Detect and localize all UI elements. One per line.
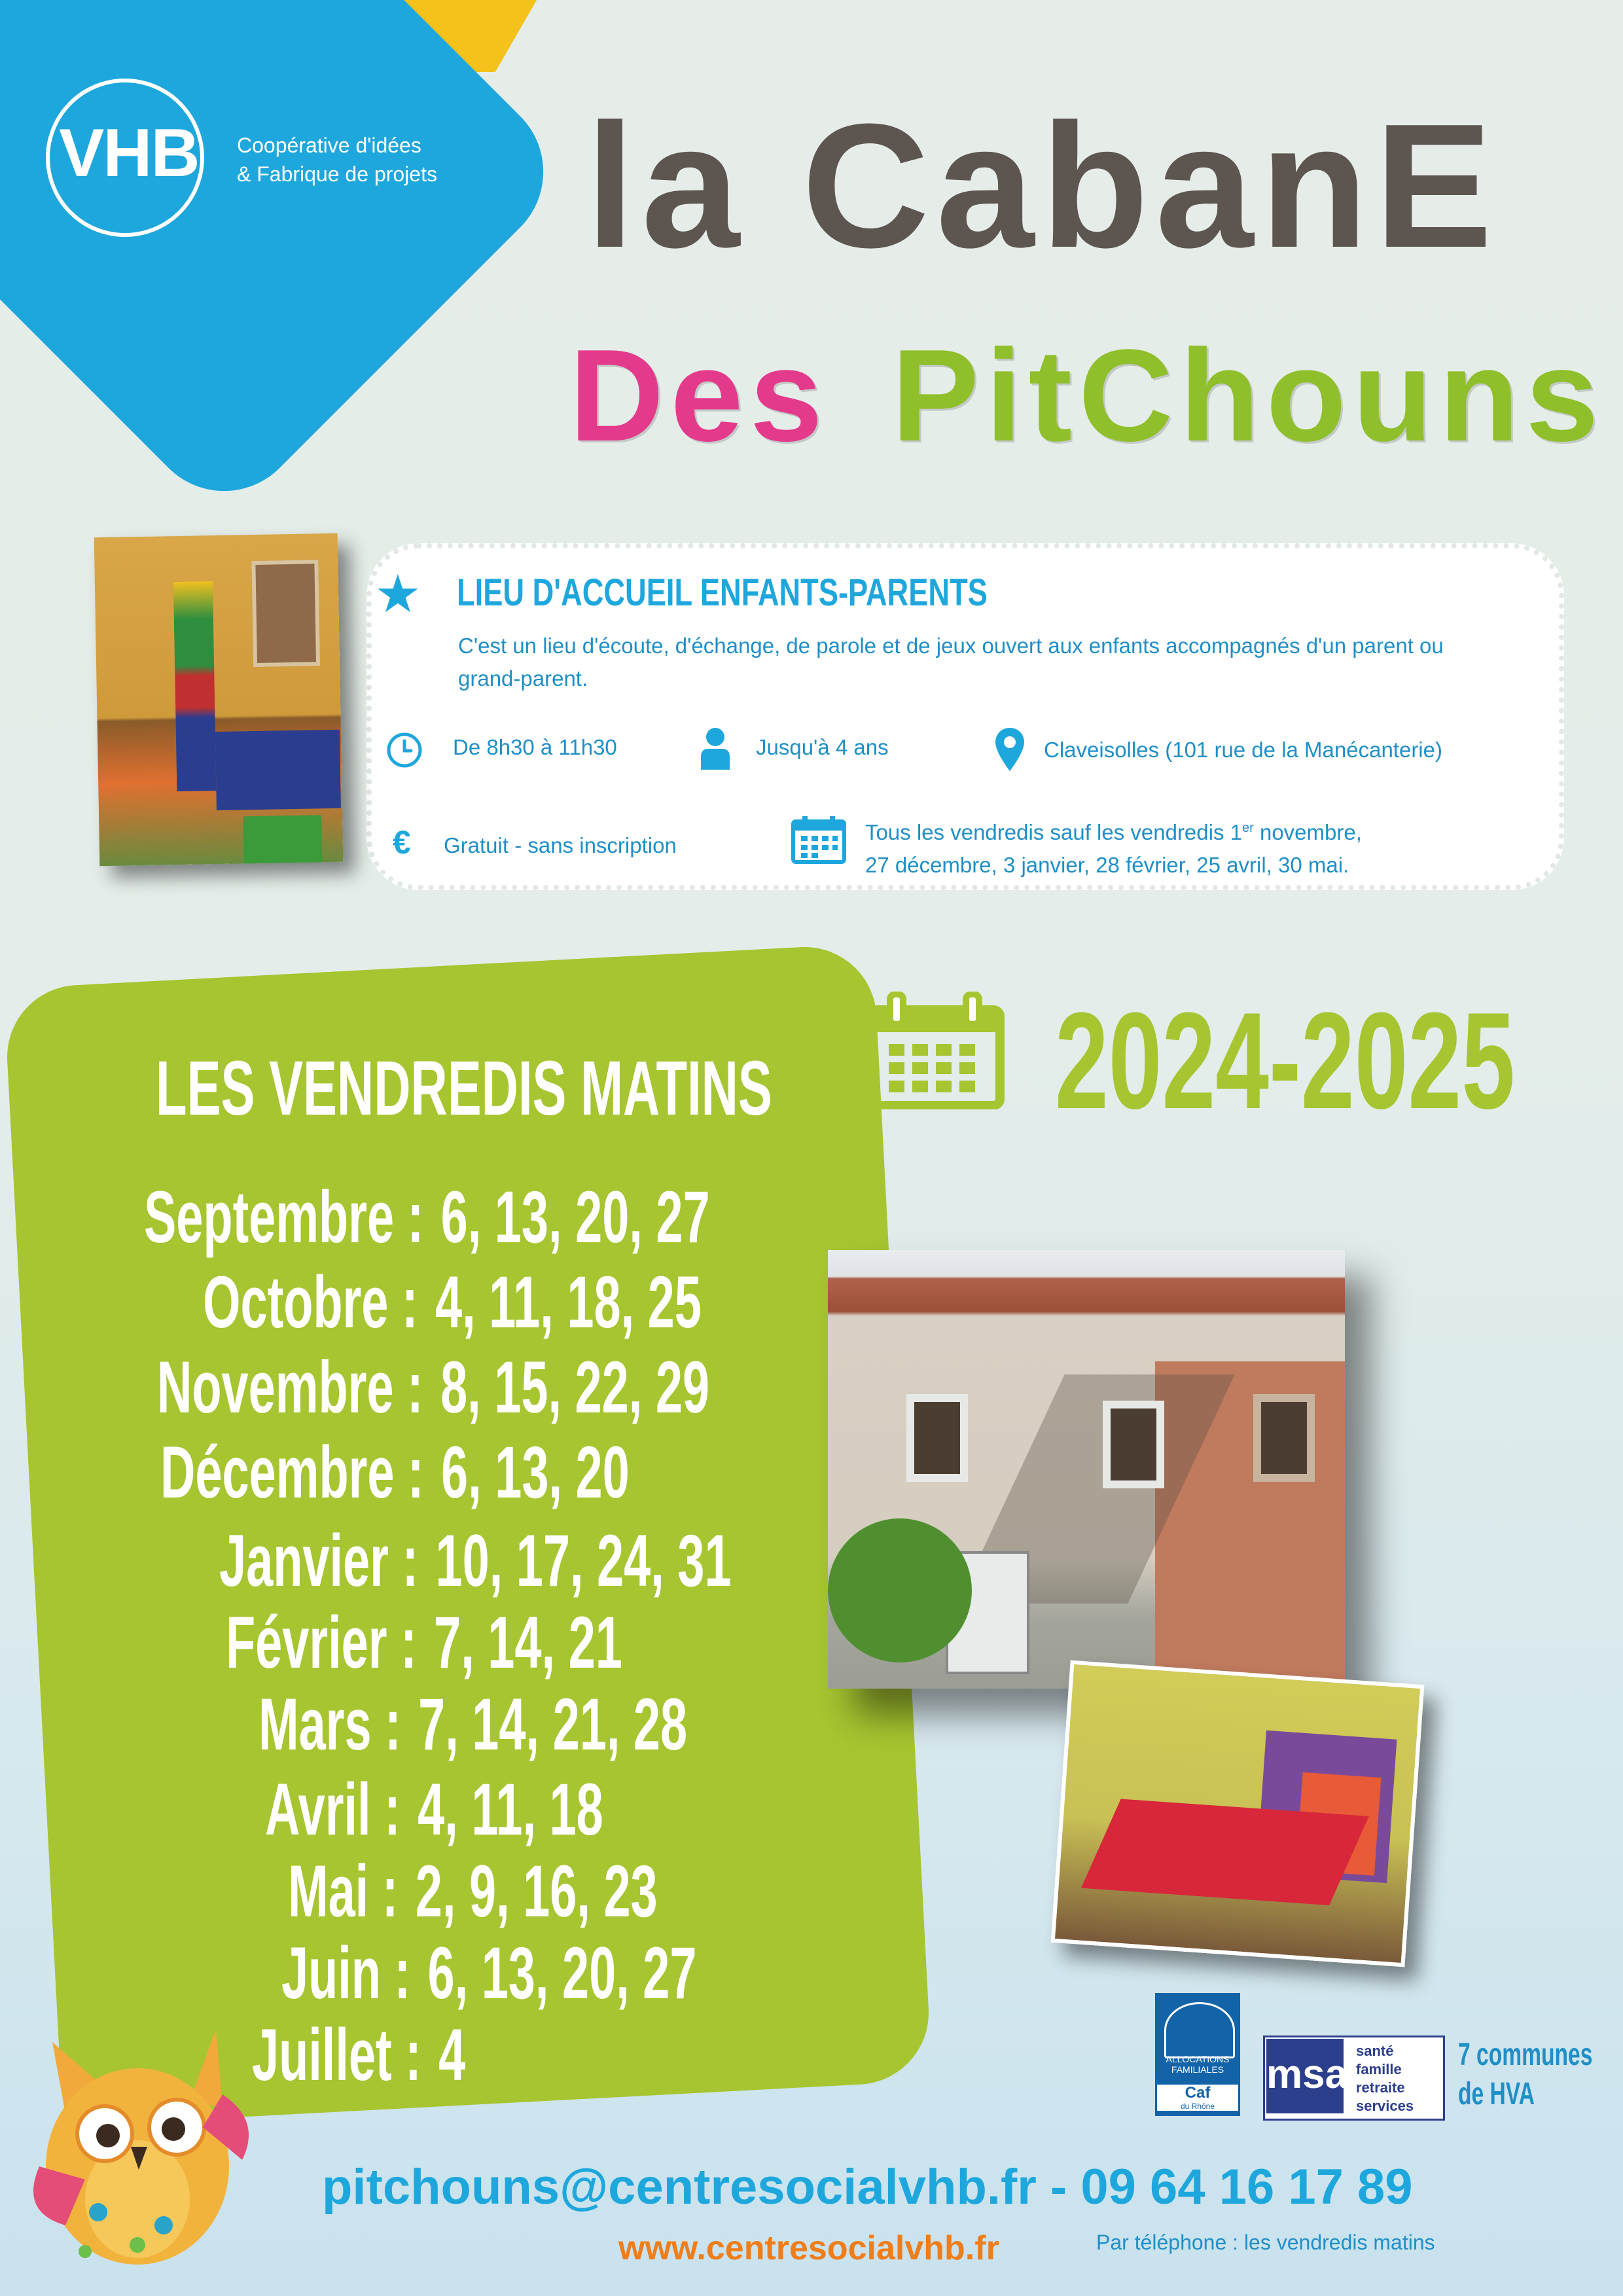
msa-logo-words: santé famille retraite services (1356, 2043, 1414, 2114)
month-dates: 2, 9, 16, 23 (415, 1850, 658, 1932)
month-name: Juin : (281, 1932, 411, 2014)
info-schedule (865, 812, 1362, 882)
info-heading: LIEU D'ACCUEIL ENFANTS-PARENTS (457, 571, 988, 614)
logo-text: VHB (59, 115, 199, 191)
kitchen-corner-photo (1051, 1660, 1425, 1967)
phone-note: Par téléphone : les vendredis matins (1096, 2231, 1435, 2254)
month-dates: 6, 13, 20 (441, 1431, 630, 1513)
playroom-photo (94, 533, 344, 866)
month-name: Décembre : (160, 1431, 424, 1513)
month-name: Janvier : (219, 1520, 419, 1602)
caf-logo-text: ALLOCATIONS FAMILIALES (1166, 2054, 1230, 2075)
month-name: Juillet : (252, 2014, 421, 2096)
month-dates: 4, 11, 18, 25 (435, 1261, 702, 1343)
title-word-des: Des (569, 323, 829, 469)
calendar-icon (791, 815, 847, 865)
month-dates: 6, 13, 20, 27 (427, 1932, 697, 2014)
calendar-large-icon (863, 992, 1007, 1109)
info-location: Claveisolles (101 rue de la Manécanterie) (1044, 738, 1442, 762)
month-row (281, 1931, 697, 2015)
month-row (288, 1849, 658, 1933)
month-row (252, 2013, 465, 2097)
month-dates: 8, 15, 22, 29 (440, 1346, 710, 1428)
month-name: Septembre : (144, 1176, 424, 1258)
logo-tagline (237, 131, 453, 188)
info-price: Gratuit - sans inscription (444, 833, 677, 857)
euro-icon: € (393, 824, 411, 861)
schedule-line-2: 27 décembre, 3 janvier, 28 février, 25 avril, 30 mai. (865, 853, 1349, 877)
month-row (157, 1345, 709, 1429)
website-link[interactable]: www.centresocialvhb.fr (618, 2229, 999, 2267)
month-row (160, 1430, 630, 1515)
star-icon: ★ (374, 565, 421, 623)
person-icon (699, 726, 732, 770)
month-dates: 10, 17, 24, 31 (435, 1520, 732, 1602)
info-age: Jusqu'à 4 ans (756, 735, 889, 759)
location-pin-icon (993, 726, 1026, 772)
building-photo (828, 1250, 1345, 1689)
month-name: Mai : (288, 1850, 399, 1932)
month-row (203, 1260, 702, 1344)
month-row (265, 1767, 603, 1852)
month-row (259, 1682, 687, 1767)
school-year: 2024-2025 (1055, 984, 1515, 1138)
tagline-line-2: & Fabrique de projets (237, 162, 437, 186)
tagline-line-1: Coopérative d'idées (237, 134, 421, 157)
info-description: C'est un lieu d'écoute, d'échange, de parole et de jeux ouvert aux enfants accompagnés d'un parent ou grand-parent. (458, 634, 1444, 691)
schedule-line-1: Tous les vendredis sauf les vendredis 1er novembre, (865, 820, 1362, 844)
page-title-line-2 (569, 323, 1605, 469)
month-name: Novembre : (157, 1346, 423, 1428)
info-hours: De 8h30 à 11h30 (453, 735, 617, 759)
msa-logo-mark: msa (1266, 2039, 1344, 2113)
page-title-line-1: la CabanE (586, 88, 1499, 285)
owl-illustration (26, 2016, 249, 2278)
month-name: Octobre : (203, 1261, 418, 1343)
schedule-title: LES VENDREDIS MATINS (156, 1045, 772, 1132)
month-dates: 7, 14, 21, 28 (418, 1683, 688, 1765)
month-dates: 6, 13, 20, 27 (440, 1176, 710, 1258)
clock-icon (386, 732, 423, 768)
month-name: Avril : (265, 1768, 401, 1850)
month-row (144, 1175, 710, 1259)
contact-email-phone[interactable]: pitchouns@centresocialvhb.fr - 09 64 16 17 89 (322, 2159, 1413, 2215)
month-dates: 7, 14, 21 (434, 1602, 622, 1683)
month-name: Mars : (259, 1683, 401, 1765)
month-row (219, 1518, 732, 1603)
communes-label: 7 communes de HVA (1458, 2037, 1593, 2111)
month-dates: 4, 11, 18 (418, 1768, 603, 1850)
month-name: Février : (226, 1602, 417, 1683)
logo-background (0, 0, 576, 524)
month-row (226, 1600, 622, 1685)
month-dates: 4 (438, 2014, 466, 2096)
title-word-pitchouns: PitChouns (891, 323, 1605, 469)
caf-logo-label: Caf du Rhône (1157, 2085, 1238, 2111)
